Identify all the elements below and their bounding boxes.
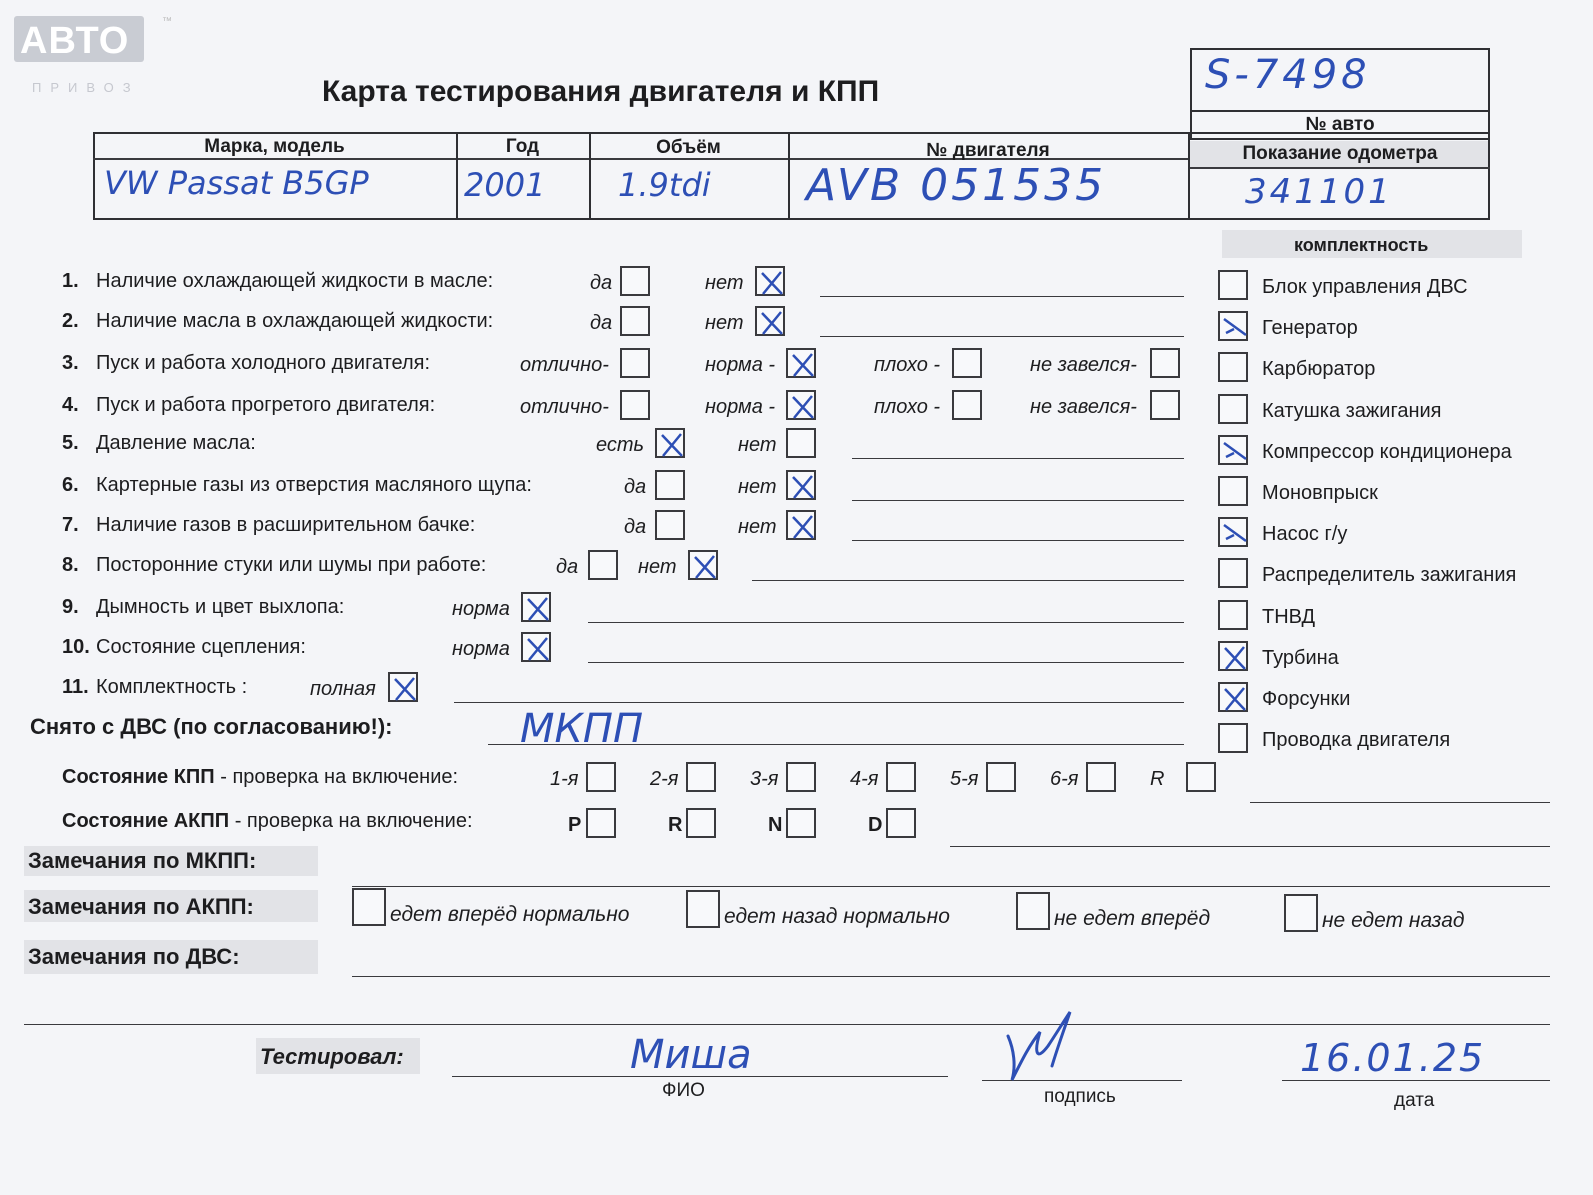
option-checkbox[interactable] [755,306,785,336]
removed-label: Снято с ДВС (по согласованию!): [30,714,393,739]
completeness-checkbox[interactable] [1218,641,1248,671]
option-checkbox[interactable] [588,550,618,580]
gear-checkbox[interactable] [1086,762,1116,792]
question-number: 6. [62,474,79,496]
check-mark-icon [788,472,818,502]
completeness-checkbox[interactable] [1218,352,1248,382]
question-number: 4. [62,394,79,416]
option-checkbox[interactable] [620,348,650,378]
question-text: Дымность и цвет выхлопа: [96,596,345,618]
answer-line [852,500,1184,501]
question-text: Давление масла: [96,432,256,454]
option-checkbox[interactable] [655,510,685,540]
option-checkbox[interactable] [1150,390,1180,420]
option-label: да [590,272,613,294]
completeness-label: Генератор [1262,317,1358,339]
gear-checkbox[interactable] [586,762,616,792]
gear-label: N [768,814,783,836]
check-mark-icon [523,594,553,624]
answer-line [588,622,1184,623]
volume-value: 1.9tdi [618,166,711,204]
akpp-remark-checkbox[interactable] [686,890,720,928]
vehicle-id-value: S-7498 [1205,52,1371,98]
option-label: полная [310,678,376,700]
akpp-remark-checkbox[interactable] [1016,892,1050,930]
completeness-label: Проводка двигателя [1262,729,1451,751]
tested-label: Тестировал: [260,1044,404,1069]
gear-label: 4-я [850,768,879,790]
completeness-checkbox[interactable] [1218,476,1248,506]
option-checkbox[interactable] [688,550,718,580]
akpp-remark-checkbox[interactable] [352,888,386,926]
completeness-label: Распределитель зажигания [1262,564,1517,586]
check-mark-icon [757,268,787,298]
gear-label: P [568,814,582,836]
question-number: 11. [62,676,89,698]
question-text: Посторонние стуки или шумы при работе: [96,554,487,576]
option-label: нет [738,434,777,456]
logo-sub: ПРИВОЗ [32,80,140,95]
date-value: 16.01.25 [1300,1036,1486,1080]
remarks-dvs-label: Замечания по ДВС: [28,944,240,969]
check-mark-icon [523,634,553,664]
option-label: отлично- [520,354,609,376]
kpp-label: Состояние КПП - проверка на включение: [62,766,459,788]
gear-label: 1-я [550,768,579,790]
check-mark-icon [1220,684,1250,714]
completeness-label: Катушка зажигания [1262,400,1442,422]
option-checkbox[interactable] [620,390,650,420]
check-mark-icon [1220,643,1250,673]
option-checkbox[interactable] [521,592,551,622]
engine-value: AVB 051535 [806,160,1107,211]
option-checkbox[interactable] [786,390,816,420]
check-mark-icon [690,552,720,582]
option-label: нет [638,556,677,578]
answer-line [454,702,1184,703]
option-checkbox[interactable] [952,390,982,420]
option-label: норма [452,598,510,620]
option-label: плохо - [874,354,941,376]
removed-value: МКПП [520,706,644,752]
completeness-label: Компрессор кондиционера [1262,441,1512,463]
question-number: 3. [62,352,79,374]
completeness-checkbox[interactable] [1218,558,1248,588]
completeness-checkbox[interactable] [1218,394,1248,424]
completeness-checkbox[interactable] [1218,311,1248,341]
gear-checkbox[interactable] [886,762,916,792]
option-label: норма - [705,354,776,376]
akpp-label: Состояние АКПП - проверка на включение: [62,810,473,832]
option-checkbox[interactable] [786,428,816,458]
check-mark-icon [757,308,787,338]
completeness-checkbox[interactable] [1218,600,1248,630]
signature [1000,1006,1090,1086]
question-text: Пуск и работа холодного двигателя: [96,352,431,374]
year-value: 2001 [464,166,546,204]
question-number: 7. [62,514,79,536]
page-title: Карта тестирования двигателя и КПП [322,75,880,108]
completeness-label: Моновпрыск [1262,482,1378,504]
tester-name: Миша [630,1032,752,1078]
completeness-label: Карбюратор [1262,358,1376,380]
question-number: 2. [62,310,79,332]
option-checkbox[interactable] [388,672,418,702]
option-checkbox[interactable] [786,348,816,378]
gear-checkbox[interactable] [686,808,716,838]
option-checkbox[interactable] [521,632,551,662]
option-label: отлично- [520,396,609,418]
gear-checkbox[interactable] [1186,762,1216,792]
question-text: Наличие охлаждающей жидкости в масле: [96,270,494,292]
option-label: норма [452,638,510,660]
option-label: да [590,312,613,334]
completeness-label: Форсунки [1262,688,1351,710]
gear-checkbox[interactable] [786,762,816,792]
gear-label: 5-я [950,768,979,790]
question-text: Пуск и работа прогретого двигателя: [96,394,436,416]
make-value: VW Passat B5GP [104,164,369,202]
gear-label: 3-я [750,768,779,790]
question-text: Комплектность : [96,676,248,698]
gear-label: D [868,814,883,836]
logo-main: АВТО [20,20,130,62]
date-label: дата [1394,1090,1435,1111]
option-label: да [624,476,647,498]
completeness-label: Турбина [1262,647,1339,669]
answer-line [820,336,1184,337]
question-number: 10. [62,636,90,658]
completeness-checkbox[interactable] [1218,435,1248,465]
option-checkbox[interactable] [786,510,816,540]
signature-label: подпись [1044,1086,1116,1107]
akpp-remark-label: едет вперёд нормально [390,903,630,926]
volume-label: Объём [656,137,721,158]
question-text: Состояние сцепления: [96,636,306,658]
option-checkbox[interactable] [655,428,685,458]
completeness-label: Насос г/у [1262,523,1348,545]
option-label: нет [705,272,744,294]
akpp-remark-label: не едет назад [1322,909,1465,932]
option-label: плохо - [874,396,941,418]
question-number: 8. [62,554,79,576]
option-label: да [624,516,647,538]
check-mark-icon [788,350,818,380]
gear-label: R [1150,768,1165,790]
option-checkbox[interactable] [620,266,650,296]
fio-label: ФИО [662,1080,705,1101]
gear-checkbox[interactable] [986,762,1016,792]
option-checkbox[interactable] [1150,348,1180,378]
gear-checkbox[interactable] [686,762,716,792]
option-label: да [556,556,579,578]
gear-checkbox[interactable] [786,808,816,838]
option-label: не завелся- [1030,396,1137,418]
completeness-label: ТНВД [1262,606,1316,628]
option-checkbox[interactable] [952,348,982,378]
option-label: нет [705,312,744,334]
completeness-checkbox[interactable] [1218,517,1248,547]
completeness-title: комплектность [1294,235,1429,255]
option-label: нет [738,516,777,538]
completeness-label: Блок управления ДВС [1262,276,1468,298]
odometer-value: 341101 [1245,172,1393,212]
gear-label: R [668,814,683,836]
year-label: Год [505,136,540,157]
question-number: 9. [62,596,79,618]
question-number: 1. [62,270,79,292]
akpp-remark-checkbox[interactable] [1284,894,1318,932]
check-mark-icon [1220,313,1250,343]
gear-checkbox[interactable] [886,808,916,838]
remarks-mkpp-label: Замечания по МКПП: [28,848,257,873]
vehicle-id-label: № авто [1305,114,1375,135]
engine-label: № двигателя [926,140,1050,161]
option-label: норма - [705,396,776,418]
remarks-akpp-label: Замечания по АКПП: [28,894,254,919]
logo [14,16,172,95]
gear-label: 2-я [650,768,679,790]
completeness-checkbox[interactable] [1218,682,1248,712]
option-checkbox[interactable] [620,306,650,336]
question-text: Картерные газы из отверстия масляного щупа: [96,474,532,496]
answer-line [852,540,1184,541]
check-mark-icon [1220,519,1250,549]
option-checkbox[interactable] [786,470,816,500]
check-mark-icon [788,392,818,422]
check-mark-icon [788,512,818,542]
make-label: Марка, модель [204,136,345,157]
gear-checkbox[interactable] [586,808,616,838]
answer-line [820,296,1184,297]
option-checkbox[interactable] [755,266,785,296]
question-number: 5. [62,432,79,454]
option-label: нет [738,476,777,498]
gear-label: 6-я [1050,768,1079,790]
akpp-remark-label: едет назад нормально [724,905,950,928]
question-text: Наличие газов в расширительном бачке: [96,514,476,536]
answer-line [588,662,1184,663]
akpp-remark-label: не едет вперёд [1054,907,1211,930]
option-label: есть [596,434,645,456]
completeness-checkbox[interactable] [1218,270,1248,300]
check-mark-icon [657,430,687,460]
option-label: не завелся- [1030,354,1137,376]
check-mark-icon [1220,437,1250,467]
answer-line [752,580,1184,581]
completeness-checkbox[interactable] [1218,723,1248,753]
option-checkbox[interactable] [655,470,685,500]
check-mark-icon [390,674,420,704]
answer-line [852,458,1184,459]
question-text: Наличие масла в охлаждающей жидкости: [96,310,494,332]
logo-tm: ™ [162,16,172,27]
odometer-label: Показание одометра [1242,143,1438,164]
